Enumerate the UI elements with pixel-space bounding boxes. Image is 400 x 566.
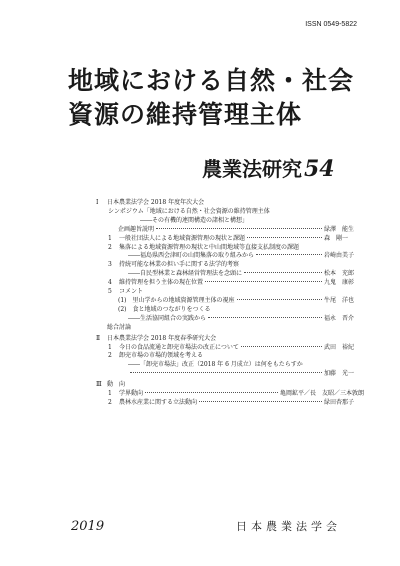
toc-entry [96, 235, 364, 244]
dot-leader [208, 317, 322, 318]
toc-title: 動 向 [107, 381, 126, 389]
toc-title: 日本農業法学会 2018 年度春季研究大会 [107, 334, 217, 342]
publisher-name: 日本農業法学会 [236, 520, 341, 533]
toc-number: 2 [108, 352, 112, 360]
toc-title: ――自民型林業と森林経営管理法を念頭に [128, 270, 243, 278]
toc-title: (2) 食と地域のつながりをつくる [118, 305, 211, 313]
toc-title: 一般社団法人による地域資源管理の現状と課題 [119, 234, 246, 242]
toc-title: ――福島県西会津町の山間集落の取り組みから [128, 252, 255, 260]
toc-title: ――生活協同組合の実践から [128, 314, 207, 322]
publication-year: 2019 [71, 519, 105, 534]
toc-title: 持続可能な林業の担い手に関する法学的考察 [119, 261, 240, 269]
toc-author: 岩崎由美子 [324, 252, 355, 260]
toc-entry [96, 306, 364, 315]
toc-title: 日本農業法学会 2018 年度年次大会 [107, 199, 205, 206]
toc-author: 加藤 光一 [324, 370, 355, 378]
toc-title: 農林水産業に関する立法動向 [119, 398, 198, 406]
table-of-contents [96, 199, 364, 408]
dot-leader [130, 372, 322, 373]
toc-entry [96, 288, 364, 297]
toc-author: 武田 裕紀 [324, 343, 355, 351]
dot-leader [145, 392, 278, 393]
toc-entry [96, 252, 364, 261]
toc-number: 1 [108, 390, 112, 398]
toc-entry [96, 279, 364, 288]
dot-leader [244, 272, 322, 273]
title-line-1: 地域における自然・社会 [68, 66, 355, 95]
toc-title: ――「卸売市場法」改正（2018 年 6 月成立）は何をもたらすか [128, 361, 303, 369]
toc-number: Ⅰ [96, 199, 99, 206]
toc-title: コメント [119, 288, 144, 296]
toc-number: 5 [108, 288, 112, 296]
title-line-2: 資源の維持管理主体 [68, 100, 303, 129]
toc-entry [96, 324, 364, 333]
toc-entry [96, 270, 364, 279]
toc-entry [96, 361, 364, 370]
dot-leader [205, 281, 322, 282]
issn-label: ISSN 0549-5822 [305, 21, 357, 28]
toc-title: 維持管理を担う主体の現在位置 [119, 279, 204, 287]
journal-name: 農業法研究 [202, 157, 302, 181]
toc-author: 牛尾 洋也 [324, 296, 355, 304]
toc-entry [96, 226, 364, 235]
toc-entry [96, 352, 364, 361]
toc-section-heading [96, 335, 364, 344]
main-title [68, 64, 354, 132]
toc-entry [96, 261, 364, 270]
toc-entry [96, 370, 364, 379]
toc-author: 福永 晋介 [324, 314, 355, 322]
toc-number: Ⅲ [96, 381, 102, 389]
toc-author: 森 剛一 [324, 234, 349, 242]
toc-author: 九鬼 康彰 [324, 279, 355, 287]
toc-title: シンポジウム「地域における自然・社会資源の維持管理主体 [108, 207, 270, 215]
toc-entry [96, 315, 364, 324]
toc-title: 集落による地域資源管理の現状と中山間地域等直接支払制度の課題 [119, 243, 300, 251]
toc-title: 学界動向 [119, 390, 144, 398]
toc-section-heading [96, 381, 364, 390]
toc-entry [96, 217, 364, 226]
toc-number: Ⅱ [96, 334, 101, 342]
toc-author: 松本 充郎 [324, 270, 355, 278]
toc-title: 企画趣旨説明 [118, 225, 155, 233]
toc-number: 3 [108, 261, 112, 269]
toc-title: 卸売市場の市場的領域を考える [119, 352, 204, 360]
toc-author: 緑田杏那子 [324, 398, 355, 406]
toc-title: 今日の食品流通と卸売市場法の改正について [119, 343, 239, 351]
dot-leader [256, 254, 322, 255]
toc-entry [96, 208, 364, 217]
toc-number: 2 [108, 398, 112, 406]
journal-title [202, 153, 335, 182]
toc-number: 4 [108, 279, 112, 287]
volume-number: 54 [304, 156, 335, 182]
dot-leader [241, 346, 322, 347]
toc-number: 2 [108, 243, 112, 251]
dot-leader [199, 401, 322, 402]
dot-leader [237, 299, 323, 300]
toc-entry [96, 297, 364, 306]
toc-title: (1) 里山学からの地域資源管理主体の視座 [118, 296, 235, 304]
toc-title: 総合討論 [107, 323, 132, 331]
dot-leader [247, 237, 322, 238]
toc-title: ――その有機的連関構造の諸相と構想」 [140, 216, 249, 224]
toc-number: 1 [108, 234, 112, 242]
toc-entry [96, 390, 364, 399]
toc-section-heading [96, 199, 364, 208]
toc-author: 緑澤 能生 [324, 225, 355, 233]
toc-entry [96, 399, 364, 408]
toc-author: 亀岡鉱平／長 友昭／三本敦朗 [279, 390, 364, 398]
dot-leader [156, 228, 322, 229]
toc-number: 1 [108, 343, 112, 351]
